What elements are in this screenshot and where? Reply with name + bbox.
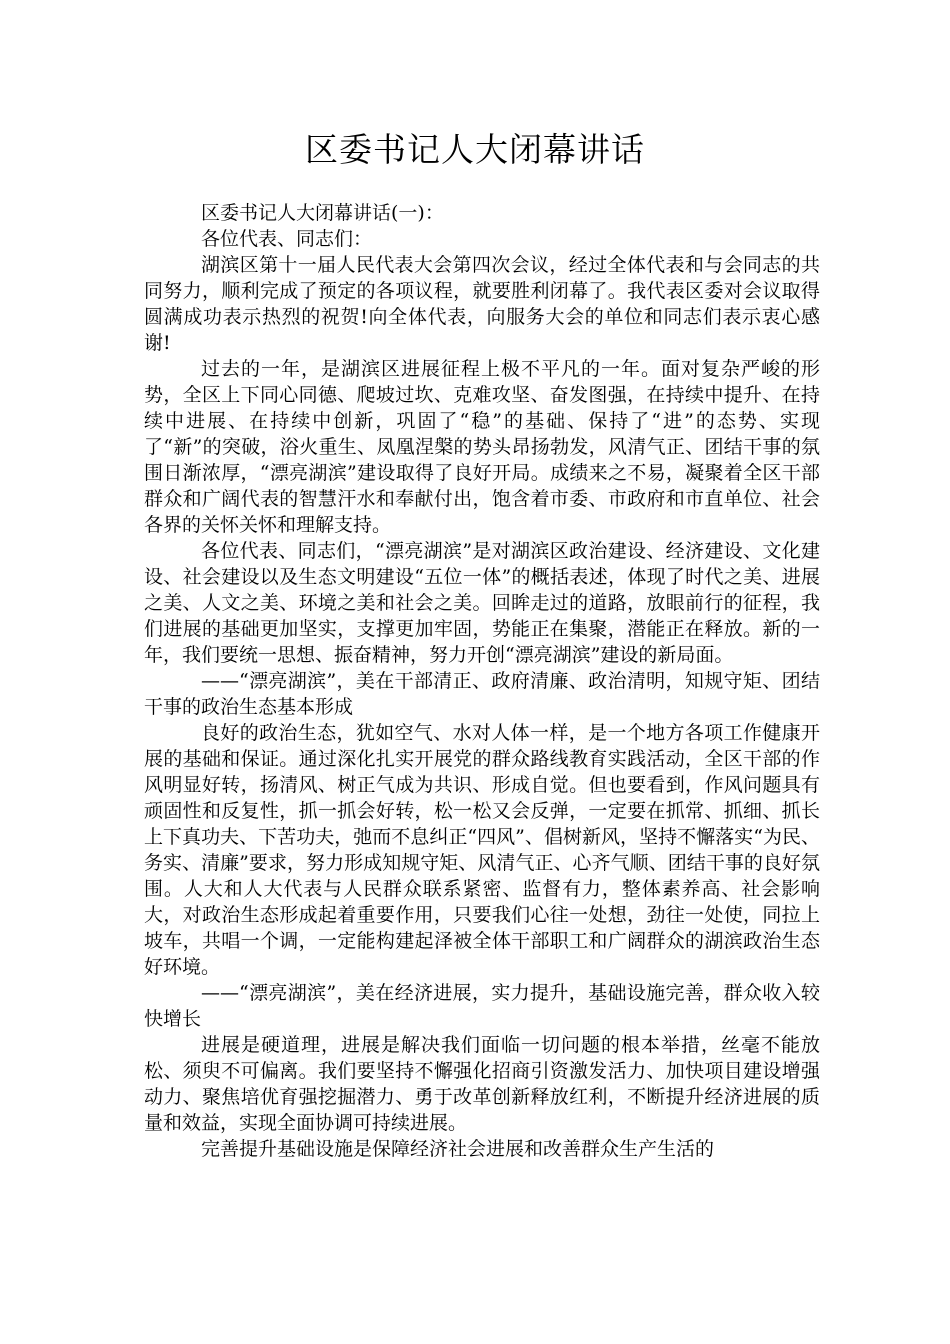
paragraph: 过去的一年，是湖滨区进展征程上极不平凡的一年。面对复杂严峻的形势，全区上下同心同德、爬坡过坎、克难攻坚、奋发图强，在持续中提升、在持续中进展、在持续中创新，巩固了“稳”的基础、保持了“进”的态势、实现了“新”的突破，浴火重生、凤凰涅槃的势头昂扬勃发，风清气正、团结干事的氛围日渐浓厚，“漂亮湖滨”建设取得了良好开局。成绩来之不易，凝聚着全区干部群众和广阔代表的智慧汗水和奉献付出，饱含着市委、市政府和市直单位、社会各界的关怀关怀和理解支持。 [144,358,820,536]
paragraph: 完善提升基础设施是保障经济社会进展和改善群众生产生活的 [201,1138,715,1160]
section-heading: ——“漂亮湖滨”，美在干部清正、政府清廉、政治清明，知规守矩、团结干事的政治生态基本形成 [144,670,820,718]
paragraph: 湖滨区第十一届人民代表大会第四次会议，经过全体代表和与会同志的共同努力，顺利完成了预定的各项议程，就要胜利闭幕了。我代表区委对会议取得圆满成功表示热烈的祝贺!向全体代表，向服务大会的单位和同志们表示衷心感谢! [144,254,820,354]
document-body [144,200,820,1162]
paragraph: 进展是硬道理，进展是解决我们面临一切问题的根本举措，丝毫不能放松、须臾不可偏离。我们要坚持不懈强化招商引资激发活力、加快项目建设增强动力、聚焦培优育强挖掘潜力、勇于改革创新释放红利，不断提升经济进展的质量和效益，实现全面协调可持续进展。 [144,1034,820,1134]
paragraph: 良好的政治生态，犹如空气、水对人体一样，是一个地方各项工作健康开展的基础和保证。通过深化扎实开展党的群众路线教育实践活动，全区干部的作风明显好转，扬清风、树正气成为共识、形成自觉。但也要看到，作风问题具有顽固性和反复性，抓一抓会好转，松一松又会反弹，一定要在抓常、抓细、抓长上下真功夫、下苦功夫，弛而不息纠正“四风”、倡树新风，坚持不懈落实“为民、务实、清廉”要求，努力形成知规守矩、风清气正、心齐气顺、团结干事的良好氛围。人大和人大代表与人民群众联系紧密、监督有力，整体素养高、社会影响大，对政治生态形成起着重要作用，只要我们心往一处想，劲往一处使，同拉上坡车，共唱一个调，一定能构建起泽被全体干部职工和广阔群众的湖滨政治生态好环境。 [144,722,820,978]
paragraph-subtitle: 区委书记人大闭幕讲话(一)： [201,202,444,224]
section-heading: ——“漂亮湖滨”，美在经济进展，实力提升，基础设施完善，群众收入较快增长 [144,982,820,1030]
paragraph: 各位代表、同志们，“漂亮湖滨”是对湖滨区政治建设、经济建设、文化建设、社会建设以及生态文明建设“五位一体”的概括表述，体现了时代之美、进展之美、人文之美、环境之美和社会之美。回眸走过的道路，放眼前行的征程，我们进展的基础更加坚实，支撑更加牢固，势能正在集聚，潜能正在释放。新的一年，我们要统一思想、振奋精神，努力开创“漂亮湖滨”建设的新局面。 [144,540,820,666]
document-title: 区委书记人大闭幕讲话 [305,130,645,169]
paragraph-salutation: 各位代表、同志们： [201,228,373,250]
